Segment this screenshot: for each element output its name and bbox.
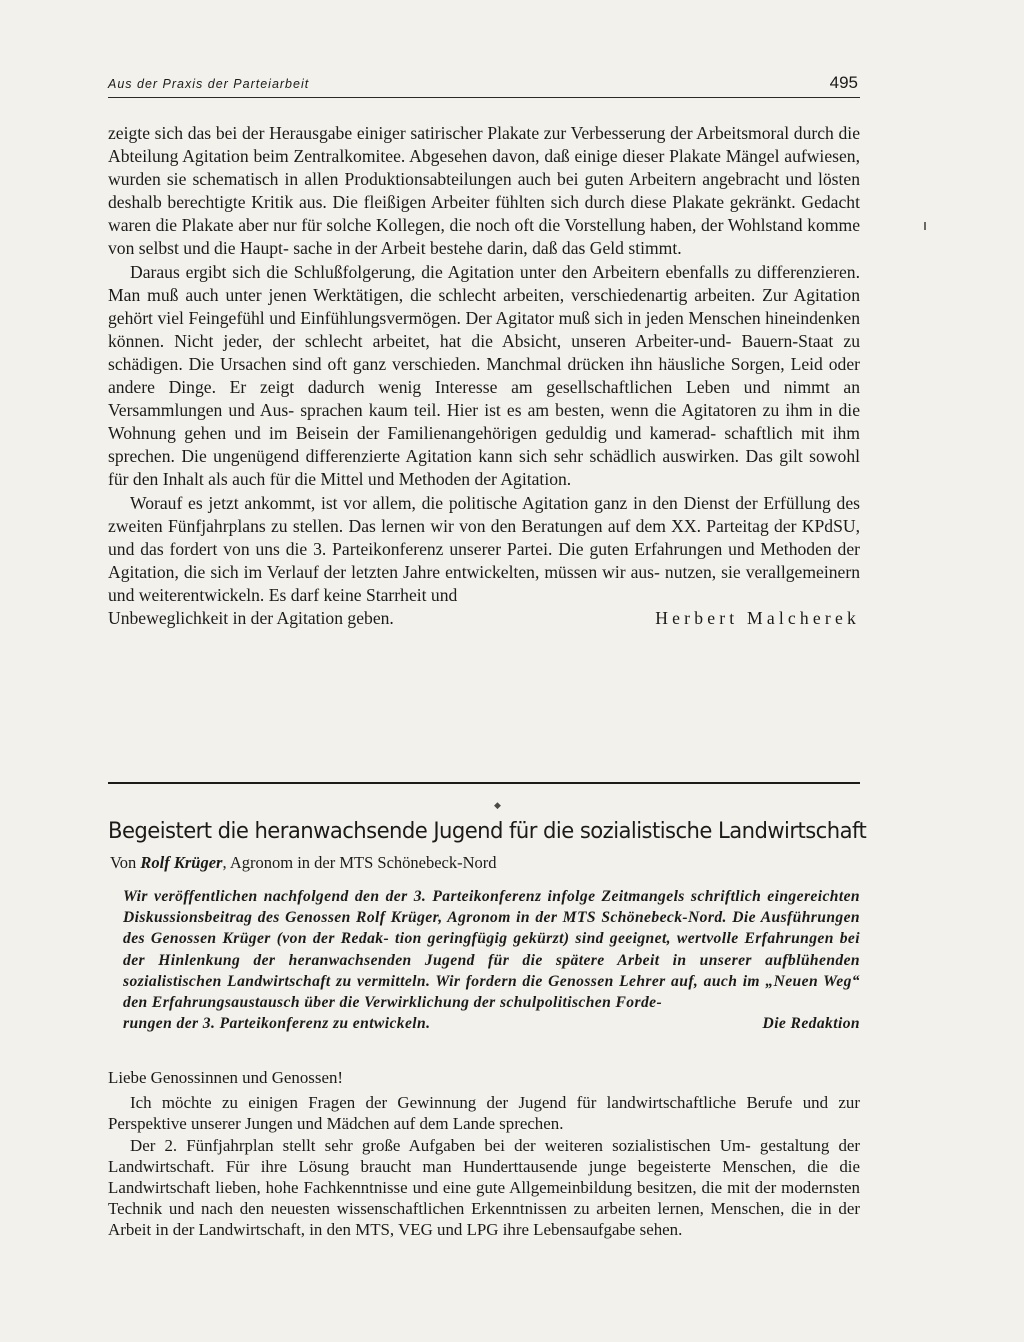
text-line: Bauern-Staat zu schädigen. Die Ursachen sind oft ganz verschieden. Manchmal — [108, 330, 860, 374]
note-line: heranwachsenden Jugend für die spätere Arbeit in unserer aufblühenden sozialistischen — [123, 951, 860, 990]
note-line: rungen der 3. Parteikonferenz zu entwickeln. — [123, 1015, 431, 1033]
note-closing-line — [123, 1013, 860, 1034]
text-line: können. Nicht jeder, der schlecht arbeitet, hat die Absicht, unseren Arbeiter-und- — [108, 330, 732, 351]
byline-prefix: Von — [110, 853, 137, 872]
text-line: schaftlich mit ihm sprechen. Die ungenügend differenzierte Agitation kann sich — [108, 423, 860, 467]
note-line: Landwirtschaft zu vermitteln. Wir fordern die Genossen Lehrer auf, auch im „Neuen — [227, 972, 819, 990]
text-line: Einfühlungsvermögen. Der Agitator muß sich in jeden Menschen hineindenken — [300, 307, 860, 328]
header-rule — [108, 97, 860, 98]
text-line: Unbeweglichkeit in der Agitation geben. — [108, 607, 394, 628]
text-line: Wohnung gehen und im Beisein der Familienangehörigen geduldig und kamerad- — [108, 423, 717, 444]
text-line: drücken ihn häusliche Sorgen, Leid oder andere Dinge. Er zeigt dadurch wenig — [108, 353, 860, 398]
text-line: allen Produktionsabteilungen auch bei guten Arbeitern angebracht und lösten — [304, 169, 860, 190]
text-line: davon, daß einige dieser Plakate Mängel aufwiesen, wurden sie schematisch in — [108, 146, 860, 190]
note-line: der MTS Schönebeck-Nord. Die Ausführungen des Genossen Krüger (von der Redak- — [123, 909, 860, 948]
print-mark: ◆ — [494, 800, 501, 810]
text-line: Daraus ergibt sich die Schlußfolgerung, die Agitation unter den Arbeitern — [130, 261, 660, 282]
text-line: Ich möchte zu einigen Fragen der Gewinnung der Jugend für landwirtschaftliche — [130, 1093, 737, 1113]
text-line: den Beratungen auf dem XX. Parteitag der KPdSU, und das fordert von uns die — [108, 515, 860, 559]
byline-author: Rolf Krüger — [140, 853, 223, 872]
running-head-title: Aus der Praxis der Parteiarbeit — [108, 77, 310, 91]
text-line: gestaltung der Landwirtschaft. Für ihre Lösung braucht man Hunderttausende junge — [108, 1135, 861, 1176]
text-line: Agitation, die sich im Verlauf der letzten Jahre entwickelten, müssen wir aus- — [108, 561, 660, 582]
text-line: Plakate gekränkt. Gedacht waren die Plakate aber nur für solche Kollegen, die — [108, 192, 860, 236]
text-line: begeisterte Menschen, die die Landwirtschaft lieben, hohe Fachkenntnisse und eine — [108, 1156, 860, 1198]
author-signature: Herbert Malcherek — [655, 607, 860, 628]
text-line: arbeiten, verschiedenartig arbeiten. Zur Agitation gehört viel Feingefühl und — [108, 284, 860, 328]
text-line: sprachen kaum teil. Hier ist es am besten, wenn die Agitatoren zu ihm in die — [300, 400, 861, 421]
letter-paragraph-2 — [108, 1135, 860, 1241]
section-divider — [108, 782, 860, 784]
note-line: Weg“ den Erfahrungsaustausch über die Verwirklichung der schulpolitischen Forde- — [123, 972, 860, 1012]
editor-signature: Die Redaktion — [762, 1015, 860, 1033]
text-line: Der 2. Fünfjahrplan stellt sehr große Aufgaben bei der weiteren sozialistischen Um- — [130, 1135, 751, 1155]
text-line: sache in der Arbeit bestehe darin, daß das Geld stimmt. — [293, 238, 682, 259]
text-line: gute Allgemeinbildung besitzen, die mit der modernsten Technik und nach den neuesten — [108, 1178, 860, 1219]
text-line: ebenfalls zu differenzieren. Man muß auch unter jenen Werktätigen, die schlecht — [108, 261, 860, 305]
document-page — [108, 0, 867, 1342]
running-head — [108, 73, 860, 93]
text-line: nutzen, sie verallgemeinern und weiterentwickeln. Es darf keine Starrheit und — [108, 561, 861, 605]
note-line: schriftlich eingereichten Diskussionsbeitrag des Genossen Rolf Krüger, Agronom in — [123, 888, 860, 927]
body-paragraph-3 — [108, 492, 860, 607]
text-line: Dienst der Erfüllung des zweiten Fünfjahrplans zu stellen. Das lernen wir von — [108, 492, 860, 536]
letter-body — [108, 1067, 860, 1241]
article-body-continued — [108, 122, 860, 630]
body-paragraph-2 — [108, 261, 860, 492]
salutation: Liebe Genossinnen und Genossen! — [108, 1068, 344, 1087]
text-line: der Landwirtschaft, in den MTS, VEG und LPG ihre Lebensaufgabe sehen. — [172, 1220, 683, 1240]
text-line: Berufe und zur Perspektive unserer Jungen und Mädchen auf dem Lande sprechen. — [108, 1093, 860, 1134]
byline — [110, 853, 497, 873]
page-number: 495 — [829, 73, 858, 92]
text-line: zeigte sich das bei der Herausgabe einiger satirischer Plakate zur Verbesserung — [108, 123, 666, 143]
article-title: Begeistert die heranwachsende Jugend für die sozialistische Landwirtschaft — [108, 818, 867, 844]
text-line: 3. Parteikonferenz unserer Partei. Die guten Erfahrungen und Methoden der — [313, 538, 860, 559]
letter-paragraph-1 — [108, 1092, 860, 1134]
text-line: Interesse am gesellschaftlichen Leben und nimmt an Versammlungen und Aus- — [108, 377, 861, 421]
text-line: sehr schädlich auswirken. Das gilt sowohl für den Inhalt als auch für die Mittel — [108, 446, 861, 490]
text-line: wissenschaftlichen Erkenntnissen zu arbeiten lernen, Menschen, die in der Arbeit in — [108, 1199, 860, 1240]
note-line: tion geringfügig gekürzt) sind geeignet, wertvolle Erfahrungen bei der Hinlenkung der — [123, 930, 860, 969]
text-line: und Methoden der Agitation. — [367, 469, 572, 490]
closing-line — [108, 607, 860, 630]
margin-mark — [924, 222, 926, 230]
body-paragraph-1 — [108, 122, 860, 261]
text-line: der Arbeitsmoral durch die Abteilung Agitation beim Zentralkomitee. Abgesehen — [108, 123, 860, 167]
note-line: Wir veröffentlichen nachfolgend den der 3. Parteikonferenz infolge Zeitmangels — [123, 888, 685, 905]
editor-note — [123, 886, 860, 1034]
text-line: deshalb berechtigte Kritik aus. Die fleißigen Arbeiter fühlten sich durch diese — [108, 192, 667, 213]
byline-role: , Agronom in der MTS Schönebeck-Nord — [222, 853, 497, 872]
text-line: noch oft die Vorstellung haben, der Wohlstand komme von selbst und die Haupt- — [108, 215, 861, 259]
text-line: Worauf es jetzt ankommt, ist vor allem, die politische Agitation ganz in den — [130, 492, 678, 513]
